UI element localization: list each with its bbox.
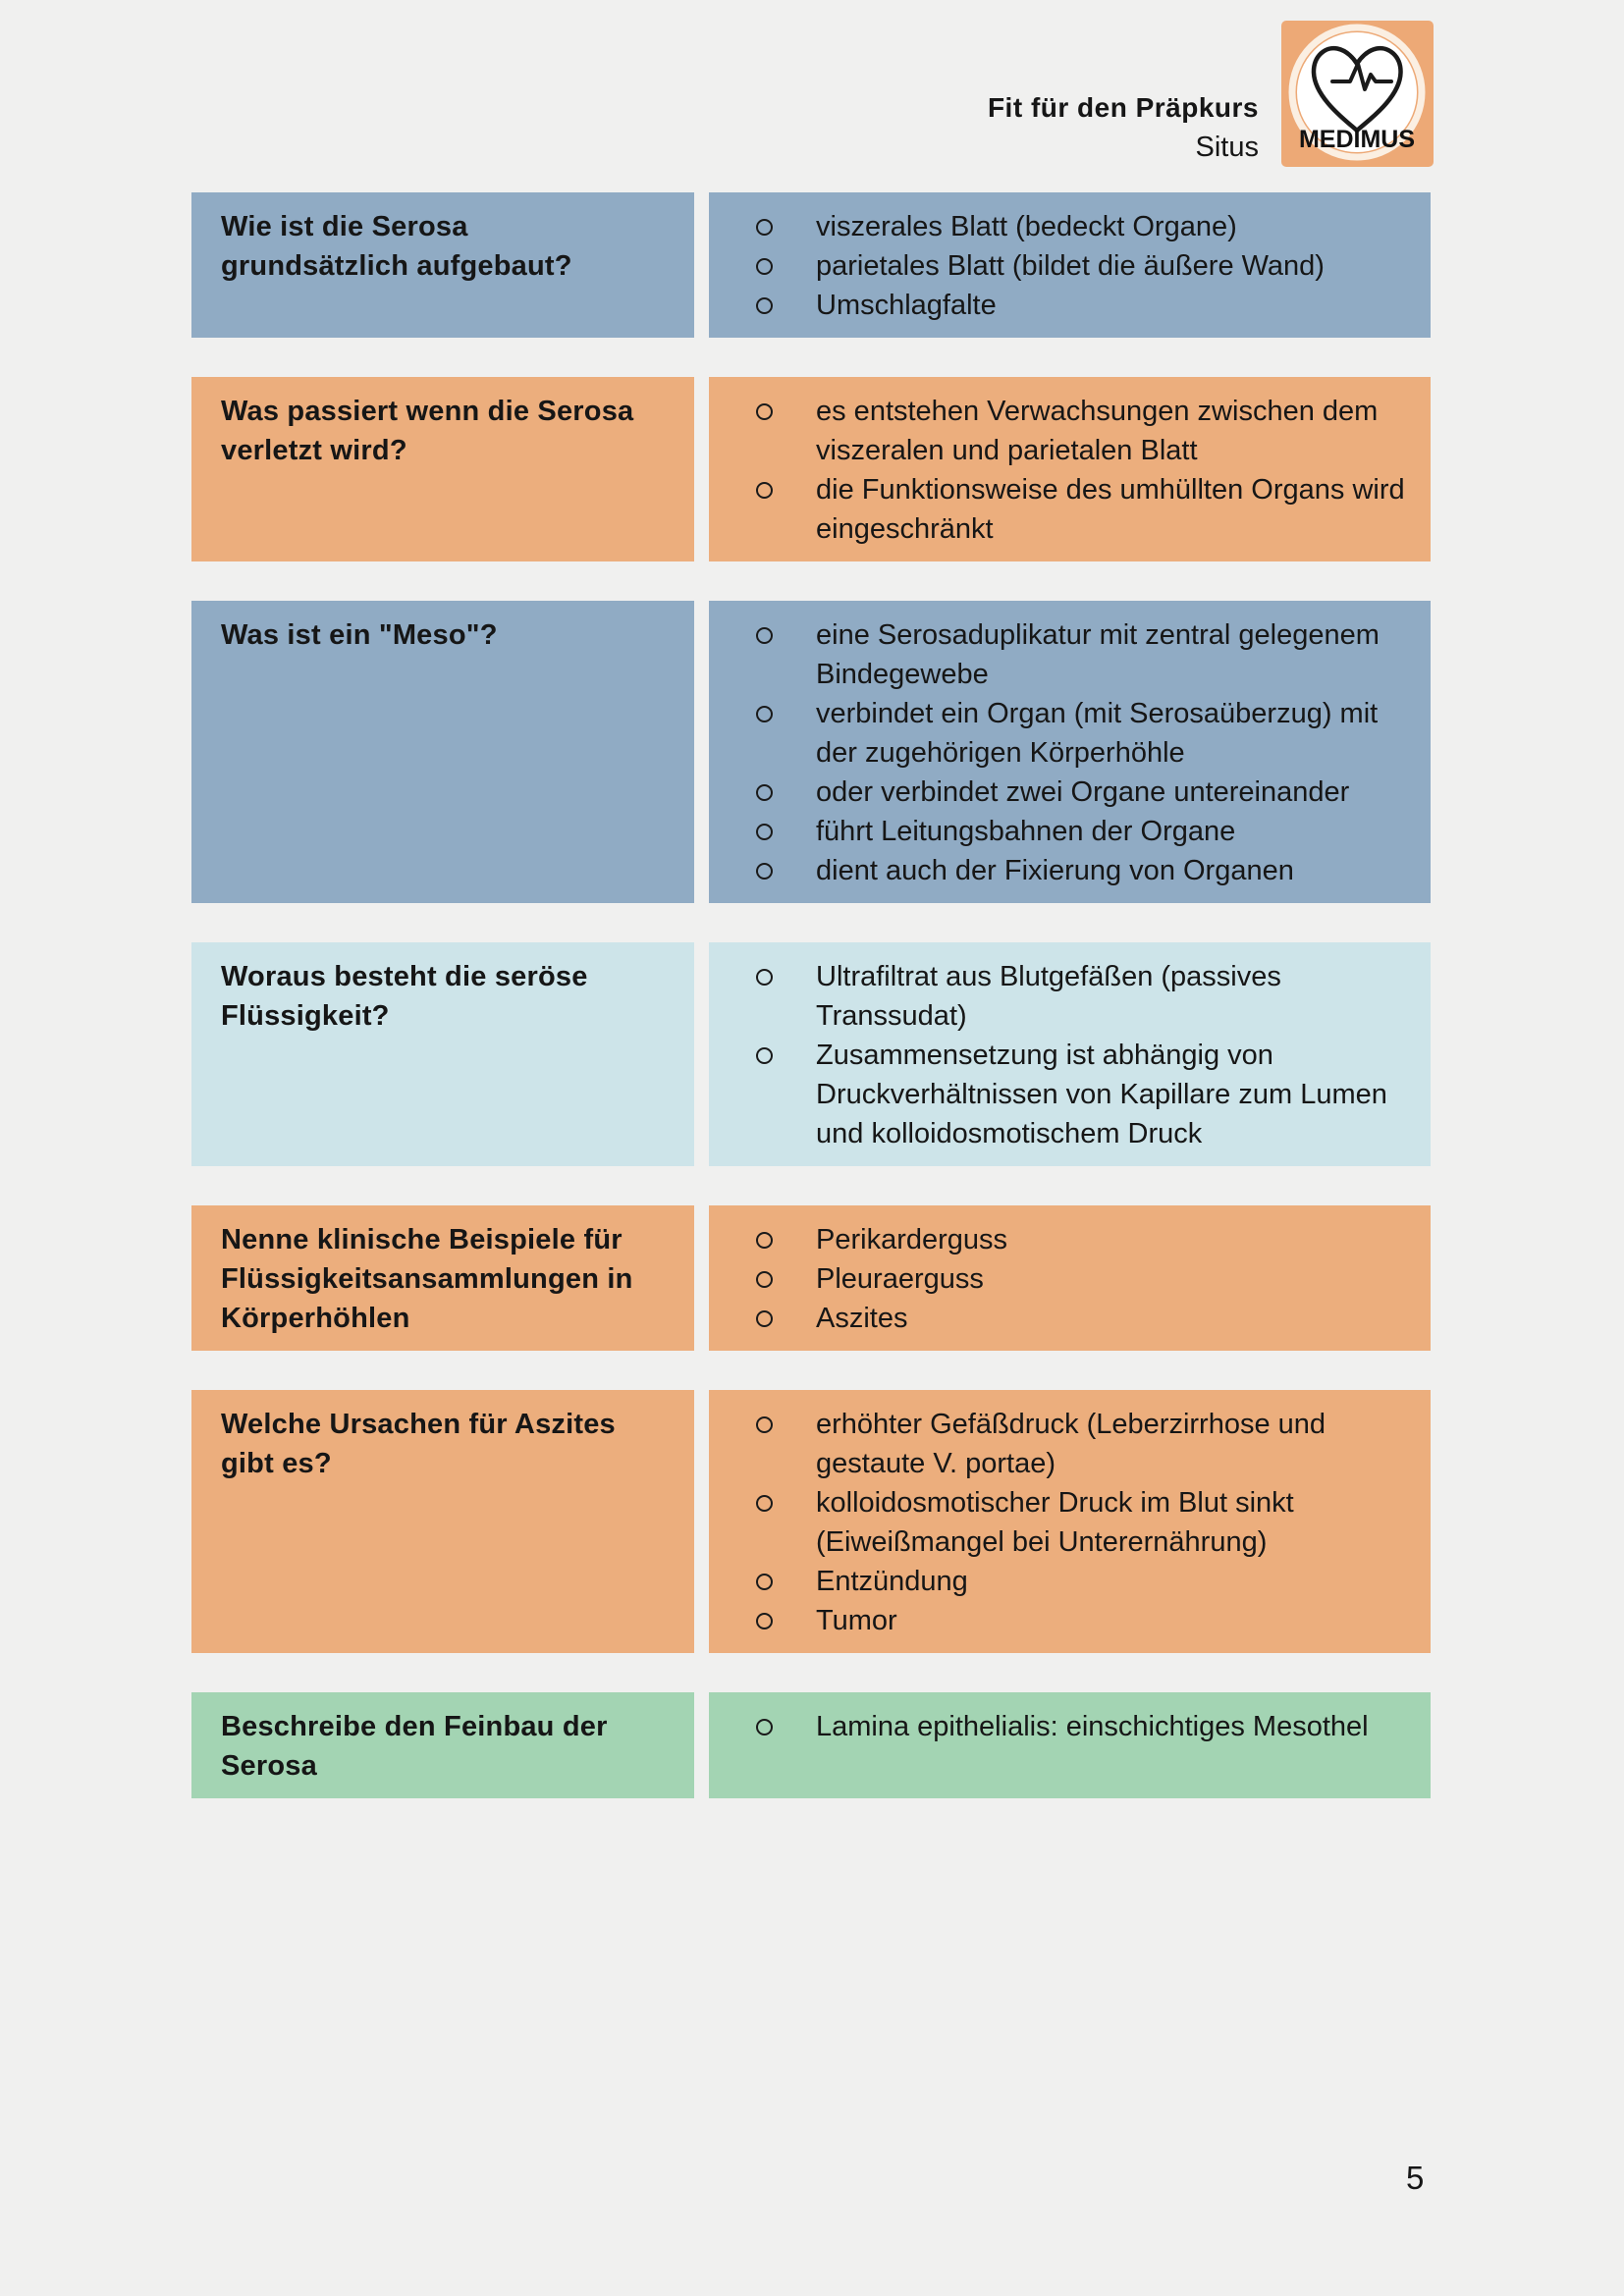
answer-item [756, 851, 1413, 890]
answer-text: eine Serosaduplikatur mit zentral gelegenem Bindegewebe [816, 619, 1380, 690]
page-subtitle: Situs [1195, 132, 1259, 163]
answer-item [756, 773, 1413, 812]
question-cell [191, 1205, 694, 1351]
answer-cell [709, 377, 1431, 561]
bullet-circle-icon [756, 1495, 773, 1512]
answer-text: Entzündung [816, 1566, 968, 1597]
answer-item [756, 207, 1413, 246]
answer-item [756, 694, 1413, 773]
bullet-circle-icon [756, 219, 773, 236]
question-cell [191, 1692, 694, 1798]
answer-item [756, 1483, 1413, 1562]
flashcard-row [191, 1205, 1431, 1351]
flashcard-row [191, 601, 1431, 903]
bullet-circle-icon [756, 1613, 773, 1629]
answer-item [756, 1036, 1413, 1153]
answer-text: Aszites [816, 1303, 908, 1334]
flashcard-row [191, 377, 1431, 561]
bullet-circle-icon [756, 627, 773, 644]
answer-text: parietales Blatt (bildet die äußere Wand) [816, 250, 1325, 282]
answer-cell [709, 1692, 1431, 1798]
answer-list [756, 392, 1413, 549]
question-text: Was ist ein "Meso"? [221, 619, 498, 651]
answer-cell [709, 601, 1431, 903]
answer-item [756, 615, 1413, 694]
answer-item [756, 286, 1413, 325]
question-cell [191, 192, 694, 338]
question-text: Was passiert wenn die Serosa verletzt wird? [221, 396, 634, 466]
flashcard-row [191, 192, 1431, 338]
answer-item [756, 1259, 1413, 1299]
answer-list [756, 1220, 1413, 1338]
answer-list [756, 1405, 1413, 1640]
bullet-circle-icon [756, 784, 773, 801]
bullet-circle-icon [756, 403, 773, 420]
answer-item [756, 1405, 1413, 1483]
question-cell [191, 377, 694, 561]
bullet-circle-icon [756, 969, 773, 986]
bullet-circle-icon [756, 824, 773, 840]
answer-text: Pleuraerguss [816, 1263, 984, 1295]
logo-wordmark: MEDIMUS [1298, 126, 1416, 153]
bullet-circle-icon [756, 1719, 773, 1735]
answer-item [756, 1601, 1413, 1640]
answer-text: Tumor [816, 1605, 897, 1636]
card-list [191, 192, 1431, 1798]
answer-text: Ultrafiltrat aus Blutgefäßen (passives Transsudat) [816, 961, 1281, 1032]
question-cell [191, 601, 694, 903]
bullet-circle-icon [756, 1232, 773, 1249]
question-text: Welche Ursachen für Aszites gibt es? [221, 1409, 616, 1479]
answer-text: die Funktionsweise des umhüllten Organs wird eingeschränkt [816, 474, 1405, 545]
answer-text: oder verbindet zwei Organe untereinander [816, 776, 1350, 808]
answer-text: dient auch der Fixierung von Organen [816, 855, 1294, 886]
bullet-circle-icon [756, 1574, 773, 1590]
answer-item [756, 246, 1413, 286]
bullet-circle-icon [756, 1047, 773, 1064]
answer-cell [709, 1390, 1431, 1653]
answer-cell [709, 1205, 1431, 1351]
flashcard-row [191, 1390, 1431, 1653]
answer-cell [709, 192, 1431, 338]
answer-text: kolloidosmotischer Druck im Blut sinkt (Eiweißmangel bei Unterernährung) [816, 1487, 1294, 1558]
medimus-logo [1281, 21, 1434, 167]
answer-list [756, 615, 1413, 890]
bullet-circle-icon [756, 706, 773, 722]
question-text: Beschreibe den Feinbau der Serosa [221, 1711, 608, 1782]
answer-item [756, 812, 1413, 851]
bullet-circle-icon [756, 1416, 773, 1433]
flashcard-row [191, 1692, 1431, 1798]
answer-text: verbindet ein Organ (mit Serosaüberzug) mit der zugehörigen Körperhöhle [816, 698, 1379, 769]
answer-text: Zusammensetzung ist abhängig von Druckverhältnissen von Kapillare zum Lumen und kolloidosmotischem Druck [816, 1040, 1387, 1149]
question-text: Woraus besteht die seröse Flüssigkeit? [221, 961, 588, 1032]
answer-text: Umschlagfalte [816, 290, 997, 321]
question-text: Nenne klinische Beispiele für Flüssigkeitsansammlungen in Körperhöhlen [221, 1224, 633, 1334]
answer-item [756, 1299, 1413, 1338]
answer-item [756, 1220, 1413, 1259]
bullet-circle-icon [756, 297, 773, 314]
answer-list [756, 957, 1413, 1153]
answer-item [756, 392, 1413, 470]
bullet-circle-icon [756, 1271, 773, 1288]
answer-item [756, 1707, 1413, 1746]
answer-cell [709, 942, 1431, 1166]
answer-text: führt Leitungsbahnen der Organe [816, 816, 1236, 847]
answer-text: es entstehen Verwachsungen zwischen dem viszeralen und parietalen Blatt [816, 396, 1379, 466]
answer-list [756, 207, 1413, 325]
answer-item [756, 1562, 1413, 1601]
question-cell [191, 942, 694, 1166]
answer-text: erhöhter Gefäßdruck (Leberzirrhose und gestaute V. portae) [816, 1409, 1326, 1479]
page-title: Fit für den Präpkurs [987, 92, 1259, 123]
flashcard-row [191, 942, 1431, 1166]
answer-text: viszerales Blatt (bedeckt Organe) [816, 211, 1237, 242]
answer-text: Perikarderguss [816, 1224, 1008, 1255]
answer-list [756, 1707, 1413, 1746]
answer-item [756, 470, 1413, 549]
page-number: 5 [1406, 2160, 1425, 2196]
bullet-circle-icon [756, 1310, 773, 1327]
bullet-circle-icon [756, 482, 773, 499]
question-text: Wie ist die Serosa grundsätzlich aufgebaut? [221, 211, 572, 282]
bullet-circle-icon [756, 258, 773, 275]
answer-text: Lamina epithelialis: einschichtiges Mesothel [816, 1711, 1369, 1742]
answer-item [756, 957, 1413, 1036]
bullet-circle-icon [756, 863, 773, 880]
question-cell [191, 1390, 694, 1653]
